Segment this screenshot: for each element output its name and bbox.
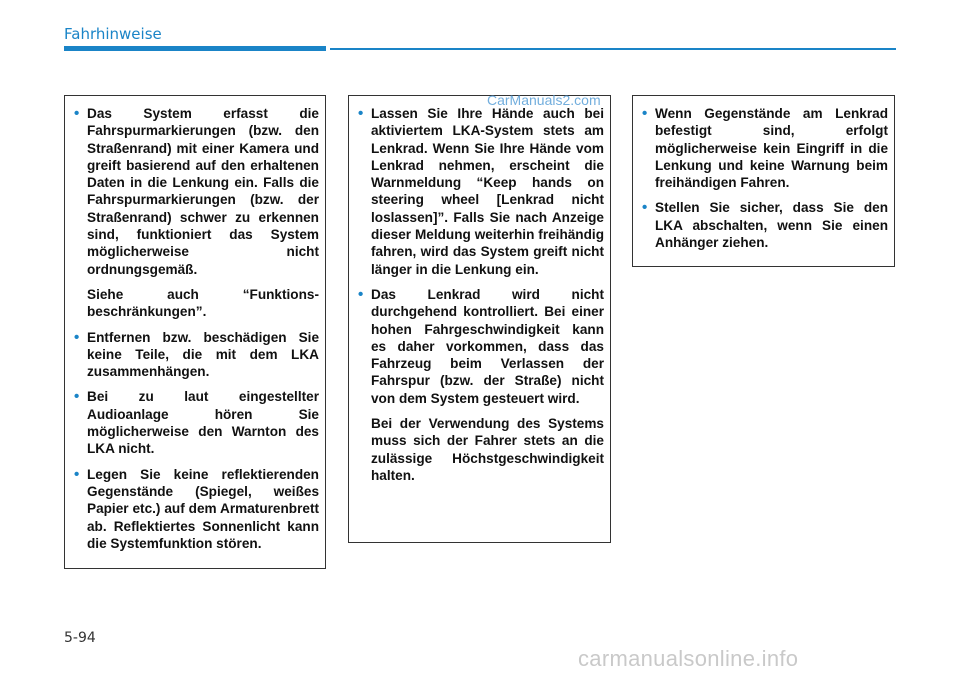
bullet-hands-on-wheel: • Lassen Sie Ihre Hände auch bei aktiviertem LKA-System stets am Lenkrad. Wenn Sie Ihre Hände vom Lenkrad nehmen, erscheint die Warnmeldung “Keep hands on steering wheel [Lenkrad nicht loslassen]”. Falls Sie nach Anzeige dieser Meldung weiterhin freihändig fahren, wird das System greift nicht länger in die Lenkung ein. (357, 105, 604, 278)
warning-box-middle (348, 95, 611, 543)
bullet-reflective-objects: • Legen Sie keine reflektierenden Gegenstände (Spiegel, weißes Papier etc.) auf dem Armaturenbrett ab. Reflektiertes Sonnenlicht kann die Systemfunktion stören. (73, 466, 319, 552)
bullet-steering-not-controlled: • Das Lenkrad wird nicht durchgehend kontrolliert. Bei einer hohen Fahrgeschwindigkeit kann es daher vorkommen, dass das Fahrzeug beim Verlassen der Fahrspur (bzw. der Straße) nicht von dem System gesteuert wird. (357, 286, 604, 407)
warning-box-left (64, 95, 326, 569)
bullet-objects-on-wheel: • Wenn Gegenstände am Lenkrad befestigt sind, erfolgt möglicherweise kein Eingriff in die Lenkung und keine Warnung beim freihändigen Fahren. (641, 105, 888, 191)
bullet-audio-volume: • Bei zu laut eingestellter Audioanlage hören Sie möglicherweise den Warnton des LKA nicht. (73, 388, 319, 457)
header-rule-thin (330, 48, 896, 50)
see-also-reference: Siehe auch “Funktions-beschränkungen”. (87, 286, 319, 320)
bullet-parts-removal: • Entfernen bzw. beschädigen Sie keine Teile, die mit dem LKA zusammenhängen. (73, 329, 319, 381)
page-number: 5-94 (64, 630, 96, 646)
bullet-camera-detection: • Das System erfasst die Fahrspurmarkierungen (bzw. den Straßenrand) mit einer Kamera und greift basierend auf den erhaltenen Daten in die Lenkung ein. Falls die Fahrspurmarkierungen (bzw. der Straßenrand) schwer zu erkennen sind, funktioniert das System möglicherweise nicht ordnungsgemäß. (73, 105, 319, 278)
header-rule-thick (64, 46, 326, 51)
watermark-top: CarManuals2.com (487, 92, 601, 108)
section-title: Fahrhinweise (64, 25, 162, 43)
warning-box-right (632, 95, 895, 267)
watermark-bottom: carmanualsonline.info (578, 646, 799, 671)
speed-limit-note: Bei der Verwendung des Systems muss sich der Fahrer stets an die zulässige Höchstgeschwindigkeit halten. (371, 416, 604, 483)
bullet-trailer-towing: • Stellen Sie sicher, dass Sie den LKA abschalten, wenn Sie einen Anhänger ziehen. (641, 199, 888, 251)
